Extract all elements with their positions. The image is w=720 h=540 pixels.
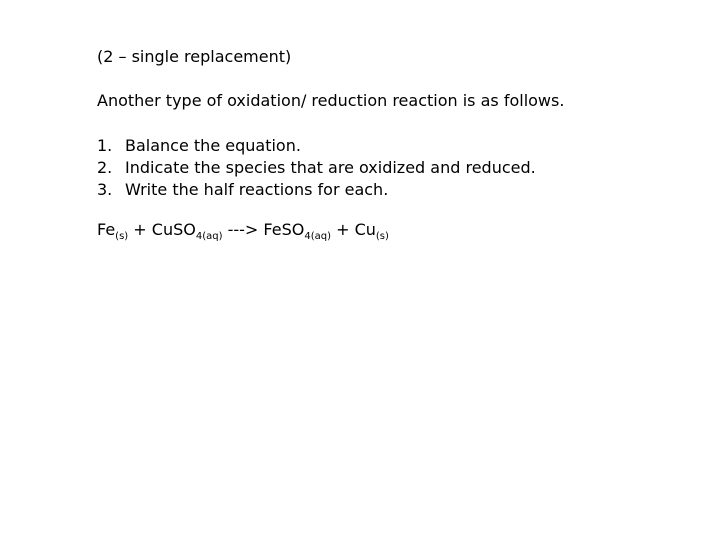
reaction-arrow: ---> — [227, 220, 259, 239]
step-number: 2. — [97, 158, 113, 177]
reactant-copper-sulfate: CuSO — [151, 220, 196, 239]
step-number: 3. — [97, 180, 113, 199]
intro-text: Another type of oxidation/ reduction reaction is as follows. — [97, 91, 565, 110]
step-text: Write the half reactions for each. — [125, 180, 389, 199]
plus-sign: + — [336, 220, 350, 239]
chemical-equation — [97, 219, 389, 241]
product-iron-sulfate: FeSO — [263, 220, 305, 239]
product-copper: Cu — [354, 220, 376, 239]
state-subscript: (s) — [115, 231, 129, 242]
steps-list — [97, 135, 536, 201]
plus-sign: + — [133, 220, 147, 239]
formula-subscript: 4(aq) — [195, 231, 223, 242]
reactant-iron: Fe — [97, 220, 116, 239]
list-item — [97, 135, 536, 157]
state-subscript: (s) — [375, 231, 389, 242]
list-item — [97, 157, 536, 179]
step-number: 1. — [97, 136, 113, 155]
step-text: Indicate the species that are oxidized and reduced. — [125, 158, 536, 177]
formula-subscript: 4(aq) — [304, 231, 331, 242]
step-text: Balance the equation. — [125, 136, 301, 155]
list-item — [97, 179, 536, 201]
slide-heading: (2 – single replacement) — [97, 47, 292, 66]
